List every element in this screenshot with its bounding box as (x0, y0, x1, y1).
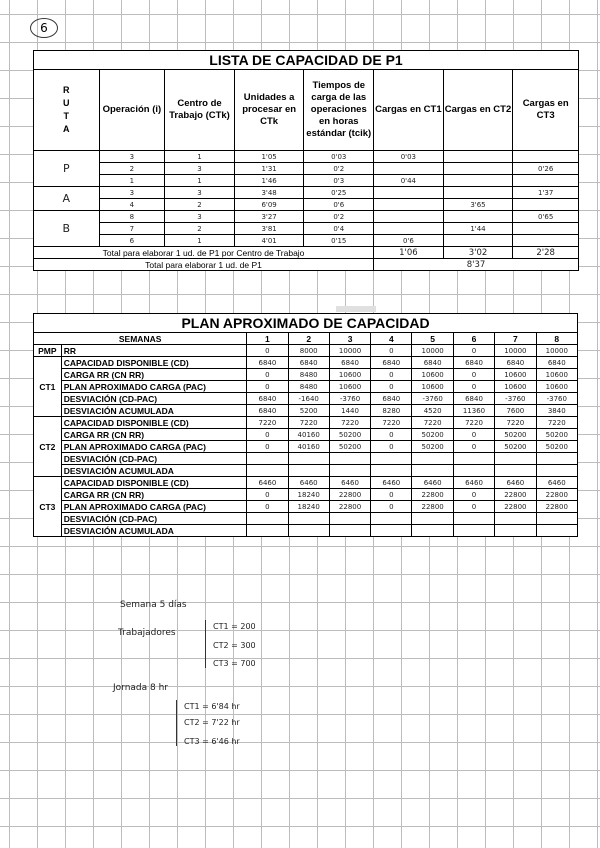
ct3-header: Cargas en CT3 (513, 70, 579, 151)
week-header: 5 (412, 333, 453, 345)
plan-row-label: CARGA RR (CN RR) (61, 369, 247, 381)
plan-cell: 0 (453, 489, 494, 501)
plan-cell (329, 513, 370, 525)
capacity-cell-c3 (513, 199, 579, 211)
plan-cell: 4520 (412, 405, 453, 417)
plan-row (34, 381, 578, 393)
capacity-cell-op: 7 (99, 223, 165, 235)
plan-cell: 22800 (412, 501, 453, 513)
capacity-cell-t: 0'2 (304, 163, 374, 175)
rr-cell: 10000 (495, 345, 536, 357)
plan-cell: 0 (247, 501, 288, 513)
plan-cell (371, 513, 412, 525)
capacity-cell-c3 (513, 235, 579, 247)
plan-cell (371, 453, 412, 465)
note-worker: CT3 = 700 (213, 659, 256, 668)
capacity-cell-c2 (443, 187, 513, 199)
capacity-cell-op: 3 (99, 187, 165, 199)
plan-cell: 10600 (536, 369, 577, 381)
capacity-cell-c3 (513, 223, 579, 235)
plan-cell: 10600 (329, 381, 370, 393)
plan-cell: 10600 (412, 369, 453, 381)
capacity-cell-t: 0'03 (304, 151, 374, 163)
plan-cell: 0 (371, 381, 412, 393)
ct2-header: Cargas en CT2 (443, 70, 513, 151)
plan-row-label: CARGA RR (CN RR) (61, 429, 247, 441)
plan-cell: 18240 (288, 489, 329, 501)
capacity-cell-op: 8 (99, 211, 165, 223)
capacity-cell-t: 0'6 (304, 199, 374, 211)
week-header: 7 (495, 333, 536, 345)
plan-cell: 50200 (536, 429, 577, 441)
capacity-cell-c3: 0'26 (513, 163, 579, 175)
plan-cell: 10600 (412, 381, 453, 393)
plan-cell: 0 (453, 369, 494, 381)
capacity-cell-u: 1'31 (234, 163, 304, 175)
capacity-cell-c1 (374, 211, 444, 223)
plan-cell: 0 (371, 501, 412, 513)
plan-cell: 0 (371, 441, 412, 453)
plan-cell: 50200 (329, 441, 370, 453)
rr-cell: 0 (247, 345, 288, 357)
plan-row-label: DESVIACIÓN ACUMULADA (61, 465, 247, 477)
plan-cell: 6460 (412, 477, 453, 489)
ct-label: CT3 (34, 477, 62, 537)
plan-cell: 7220 (288, 417, 329, 429)
plan-cell: -3760 (329, 393, 370, 405)
plan-cell: 7220 (412, 417, 453, 429)
plan-cell (536, 465, 577, 477)
capacity-cell-u: 3'81 (234, 223, 304, 235)
plan-cell (495, 525, 536, 537)
gray-bar (336, 306, 376, 312)
plan-cell: 10600 (495, 369, 536, 381)
plan-cell: 0 (247, 381, 288, 393)
plan-cell: 8480 (288, 381, 329, 393)
ruta-cell: P (34, 151, 100, 187)
capacity-row (34, 211, 579, 223)
plan-row (34, 525, 578, 537)
plan-row-label: CAPACIDAD DISPONIBLE (CD) (61, 357, 247, 369)
plan-row-label: CARGA RR (CN RR) (61, 489, 247, 501)
plan-cell (247, 465, 288, 477)
plan-cell: -3760 (536, 393, 577, 405)
plan-row (34, 489, 578, 501)
plan-cell (412, 525, 453, 537)
capacity-cell-ct: 1 (165, 235, 235, 247)
week-header: 1 (247, 333, 288, 345)
capacity-cell-c2 (443, 163, 513, 175)
plan-cell: 8480 (288, 369, 329, 381)
plan-cell: 6840 (288, 357, 329, 369)
capacity-row (34, 235, 579, 247)
plan-cell: 50200 (495, 429, 536, 441)
ruta-letter: T (63, 111, 70, 121)
note-jornada: Jornada 8 hr (113, 683, 169, 693)
capacity-list-table (33, 50, 579, 271)
plan-cell (536, 525, 577, 537)
capacity-cell-c1 (374, 163, 444, 175)
plan-cell: 6840 (495, 357, 536, 369)
plan-row (34, 501, 578, 513)
ct-label: CT1 (34, 357, 62, 417)
capacity-row (34, 223, 579, 235)
note-worker: CT1 = 200 (213, 622, 256, 631)
plan-cell (495, 465, 536, 477)
plan-cell: -1640 (288, 393, 329, 405)
capacity-cell-c3: 0'65 (513, 211, 579, 223)
ct1-header: Cargas en CT1 (374, 70, 444, 151)
plan-row (34, 405, 578, 417)
rr-cell: 8000 (288, 345, 329, 357)
plan-cell (288, 465, 329, 477)
plan-row-label: CAPACIDAD DISPONIBLE (CD) (61, 477, 247, 489)
ruta-cell: A (34, 187, 100, 211)
weeks-label: SEMANAS (34, 333, 247, 345)
capacity-row (34, 187, 579, 199)
capacity-cell-t: 0'3 (304, 175, 374, 187)
capacity-cell-t: 0'15 (304, 235, 374, 247)
plan-cell: 22800 (495, 489, 536, 501)
plan-cell: 40160 (288, 441, 329, 453)
capacity-cell-c1 (374, 187, 444, 199)
capacity-cell-t: 0'4 (304, 223, 374, 235)
note-hours: CT3 = 6'46 hr (184, 737, 240, 746)
capacity-row (34, 175, 579, 187)
plan-cell: 18240 (288, 501, 329, 513)
plan-cell: 50200 (536, 441, 577, 453)
plan-cell: 50200 (495, 441, 536, 453)
centro-header: Centro de Trabajo (CTk) (165, 70, 235, 151)
capacity-cell-c1: 0'44 (374, 175, 444, 187)
plan-cell (536, 453, 577, 465)
plan-row-label: DESVIACIÓN (CD-PAC) (61, 513, 247, 525)
capacity-cell-ct: 2 (165, 223, 235, 235)
plan-cell (371, 525, 412, 537)
capacity-cell-t: 0'2 (304, 211, 374, 223)
week-header: 3 (329, 333, 370, 345)
plan-cell: 6460 (288, 477, 329, 489)
plan-cell: 7600 (495, 405, 536, 417)
tiempos-header: Tiempos de carga de las operaciones en horas estándar (tcik) (304, 70, 374, 151)
page-number: 6 (30, 18, 58, 38)
capacity-list-title: LISTA DE CAPACIDAD DE P1 (34, 51, 579, 70)
plan-cell: 7220 (495, 417, 536, 429)
capacity-cell-ct: 1 (165, 175, 235, 187)
rr-cell: 0 (371, 345, 412, 357)
plan-row (34, 513, 578, 525)
note-hours: CT1 = 6'84 hr (184, 702, 240, 711)
note-hours: CT2 = 7'22 hr (184, 718, 240, 727)
plan-cell: 10600 (329, 369, 370, 381)
brace-hours (176, 700, 179, 746)
note-worker: CT2 = 300 (213, 641, 256, 650)
ruta-header (34, 70, 100, 151)
unidades-header: Unidades a procesar en CTk (234, 70, 304, 151)
plan-cell (495, 513, 536, 525)
plan-cell: 0 (453, 429, 494, 441)
plan-row (34, 429, 578, 441)
plan-cell (453, 513, 494, 525)
plan-cell: 1440 (329, 405, 370, 417)
plan-cell: 6460 (536, 477, 577, 489)
rr-cell: 10000 (329, 345, 370, 357)
plan-row-label: DESVIACIÓN (CD-PAC) (61, 453, 247, 465)
plan-cell: 50200 (329, 429, 370, 441)
total-label: Total para elaborar 1 ud. de P1 (34, 259, 374, 271)
plan-cell (329, 465, 370, 477)
capacity-cell-op: 3 (99, 151, 165, 163)
capacity-cell-c1: 0'6 (374, 235, 444, 247)
note-semana: Semana 5 días (120, 600, 187, 610)
week-header: 8 (536, 333, 577, 345)
plan-cell: 40160 (288, 429, 329, 441)
plan-row-label: PLAN APROXIMADO CARGA (PAC) (61, 381, 247, 393)
plan-row (34, 441, 578, 453)
rr-cell: 0 (453, 345, 494, 357)
plan-cell: 7220 (329, 417, 370, 429)
plan-cell: 0 (247, 489, 288, 501)
plan-cell (453, 465, 494, 477)
plan-cell: 7220 (247, 417, 288, 429)
plan-cell: 6460 (247, 477, 288, 489)
capacity-cell-t: 0'25 (304, 187, 374, 199)
plan-cell: 22800 (412, 489, 453, 501)
capacity-cell-c1 (374, 223, 444, 235)
plan-row (34, 369, 578, 381)
plan-cell: 50200 (412, 441, 453, 453)
plan-cell: 22800 (329, 501, 370, 513)
rr-cell: 10000 (412, 345, 453, 357)
plan-row-label: DESVIACIÓN (CD-PAC) (61, 393, 247, 405)
plan-cell: 3840 (536, 405, 577, 417)
plan-cell (412, 465, 453, 477)
capacity-cell-u: 6'09 (234, 199, 304, 211)
capacity-cell-c1 (374, 199, 444, 211)
capacity-plan-title: PLAN APROXIMADO DE CAPACIDAD (34, 314, 578, 333)
plan-cell: 6840 (371, 357, 412, 369)
plan-cell: 10600 (536, 381, 577, 393)
plan-cell: 11360 (453, 405, 494, 417)
plan-row (34, 357, 578, 369)
capacity-cell-u: 3'27 (234, 211, 304, 223)
ruta-cell: B (34, 211, 100, 247)
plan-cell: 0 (453, 441, 494, 453)
plan-cell (288, 513, 329, 525)
capacity-cell-ct: 3 (165, 187, 235, 199)
plan-cell (329, 453, 370, 465)
total-value: 8'37 (374, 259, 579, 271)
capacity-cell-c3 (513, 175, 579, 187)
plan-cell: 6840 (371, 393, 412, 405)
plan-cell: 22800 (495, 501, 536, 513)
plan-cell: 0 (453, 381, 494, 393)
capacity-cell-ct: 2 (165, 199, 235, 211)
total-ct2: 3'02 (443, 247, 513, 259)
plan-cell (371, 465, 412, 477)
capacity-plan-table (33, 313, 578, 537)
plan-cell: 6840 (247, 405, 288, 417)
capacity-cell-c2 (443, 175, 513, 187)
week-header: 2 (288, 333, 329, 345)
capacity-cell-c1: 0'03 (374, 151, 444, 163)
ct-label: CT2 (34, 417, 62, 477)
plan-cell: 6840 (453, 357, 494, 369)
capacity-cell-u: 3'48 (234, 187, 304, 199)
capacity-cell-ct: 3 (165, 163, 235, 175)
plan-row (34, 453, 578, 465)
plan-row (34, 477, 578, 489)
plan-cell: 22800 (536, 489, 577, 501)
capacity-cell-c3: 1'37 (513, 187, 579, 199)
capacity-cell-u: 1'46 (234, 175, 304, 187)
capacity-cell-op: 6 (99, 235, 165, 247)
rr-cell: 10000 (536, 345, 577, 357)
pmp-label: PMP (34, 345, 62, 357)
plan-row-label: CAPACIDAD DISPONIBLE (CD) (61, 417, 247, 429)
plan-row (34, 417, 578, 429)
plan-row-label: PLAN APROXIMADO CARGA (PAC) (61, 441, 247, 453)
plan-cell (288, 453, 329, 465)
plan-cell (536, 513, 577, 525)
plan-cell: 7220 (453, 417, 494, 429)
capacity-cell-u: 4'01 (234, 235, 304, 247)
plan-cell: 6460 (371, 477, 412, 489)
plan-cell: 7220 (371, 417, 412, 429)
plan-cell: 6460 (453, 477, 494, 489)
plan-cell: 0 (247, 369, 288, 381)
plan-cell (288, 525, 329, 537)
plan-cell (247, 513, 288, 525)
capacity-cell-c2: 3'65 (443, 199, 513, 211)
plan-row-label: PLAN APROXIMADO CARGA (PAC) (61, 501, 247, 513)
capacity-cell-ct: 1 (165, 151, 235, 163)
plan-cell: -3760 (412, 393, 453, 405)
capacity-row (34, 199, 579, 211)
plan-cell (453, 453, 494, 465)
total-ct-label: Total para elaborar 1 ud. de P1 por Centro de Trabajo (34, 247, 374, 259)
capacity-cell-c2 (443, 211, 513, 223)
capacity-cell-c2 (443, 151, 513, 163)
plan-cell (453, 525, 494, 537)
plan-row (34, 393, 578, 405)
note-trabajadores: Trabajadores (118, 628, 176, 638)
capacity-row (34, 151, 579, 163)
capacity-cell-u: 1'05 (234, 151, 304, 163)
capacity-row (34, 163, 579, 175)
ruta-letter: U (63, 98, 70, 108)
plan-cell: 6840 (247, 393, 288, 405)
plan-row (34, 465, 578, 477)
plan-cell: 7220 (536, 417, 577, 429)
total-ct1: 1'06 (374, 247, 444, 259)
capacity-cell-op: 2 (99, 163, 165, 175)
plan-row-label: DESVIACIÓN ACUMULADA (61, 525, 247, 537)
total-ct3: 2'28 (513, 247, 579, 259)
plan-cell: 8280 (371, 405, 412, 417)
brace-workers (205, 620, 208, 668)
plan-cell: 6840 (329, 357, 370, 369)
plan-cell (329, 525, 370, 537)
plan-cell (412, 513, 453, 525)
plan-cell: 0 (247, 441, 288, 453)
capacity-cell-op: 4 (99, 199, 165, 211)
plan-cell: 6460 (495, 477, 536, 489)
plan-cell: 50200 (412, 429, 453, 441)
plan-cell (247, 525, 288, 537)
plan-cell: 6840 (536, 357, 577, 369)
plan-cell (412, 453, 453, 465)
ruta-letter: A (63, 124, 70, 134)
plan-cell: 6840 (453, 393, 494, 405)
plan-cell: 0 (247, 429, 288, 441)
capacity-cell-c3 (513, 151, 579, 163)
rr-label: RR (61, 345, 247, 357)
plan-cell: 6460 (329, 477, 370, 489)
plan-cell (247, 453, 288, 465)
plan-cell: 0 (453, 501, 494, 513)
plan-cell: 22800 (329, 489, 370, 501)
week-header: 4 (371, 333, 412, 345)
capacity-cell-ct: 3 (165, 211, 235, 223)
plan-cell: 6840 (412, 357, 453, 369)
plan-cell: 5200 (288, 405, 329, 417)
capacity-cell-c2: 1'44 (443, 223, 513, 235)
ruta-letter: R (63, 85, 70, 95)
plan-cell: 0 (371, 429, 412, 441)
week-header: 6 (453, 333, 494, 345)
capacity-cell-c2 (443, 235, 513, 247)
plan-cell: 0 (371, 369, 412, 381)
plan-cell: -3760 (495, 393, 536, 405)
plan-cell (495, 453, 536, 465)
plan-cell: 0 (371, 489, 412, 501)
plan-cell: 22800 (536, 501, 577, 513)
capacity-cell-op: 1 (99, 175, 165, 187)
plan-row-label: DESVIACIÓN ACUMULADA (61, 405, 247, 417)
operacion-header: Operación (i) (99, 70, 165, 151)
plan-cell: 10600 (495, 381, 536, 393)
plan-cell: 6840 (247, 357, 288, 369)
